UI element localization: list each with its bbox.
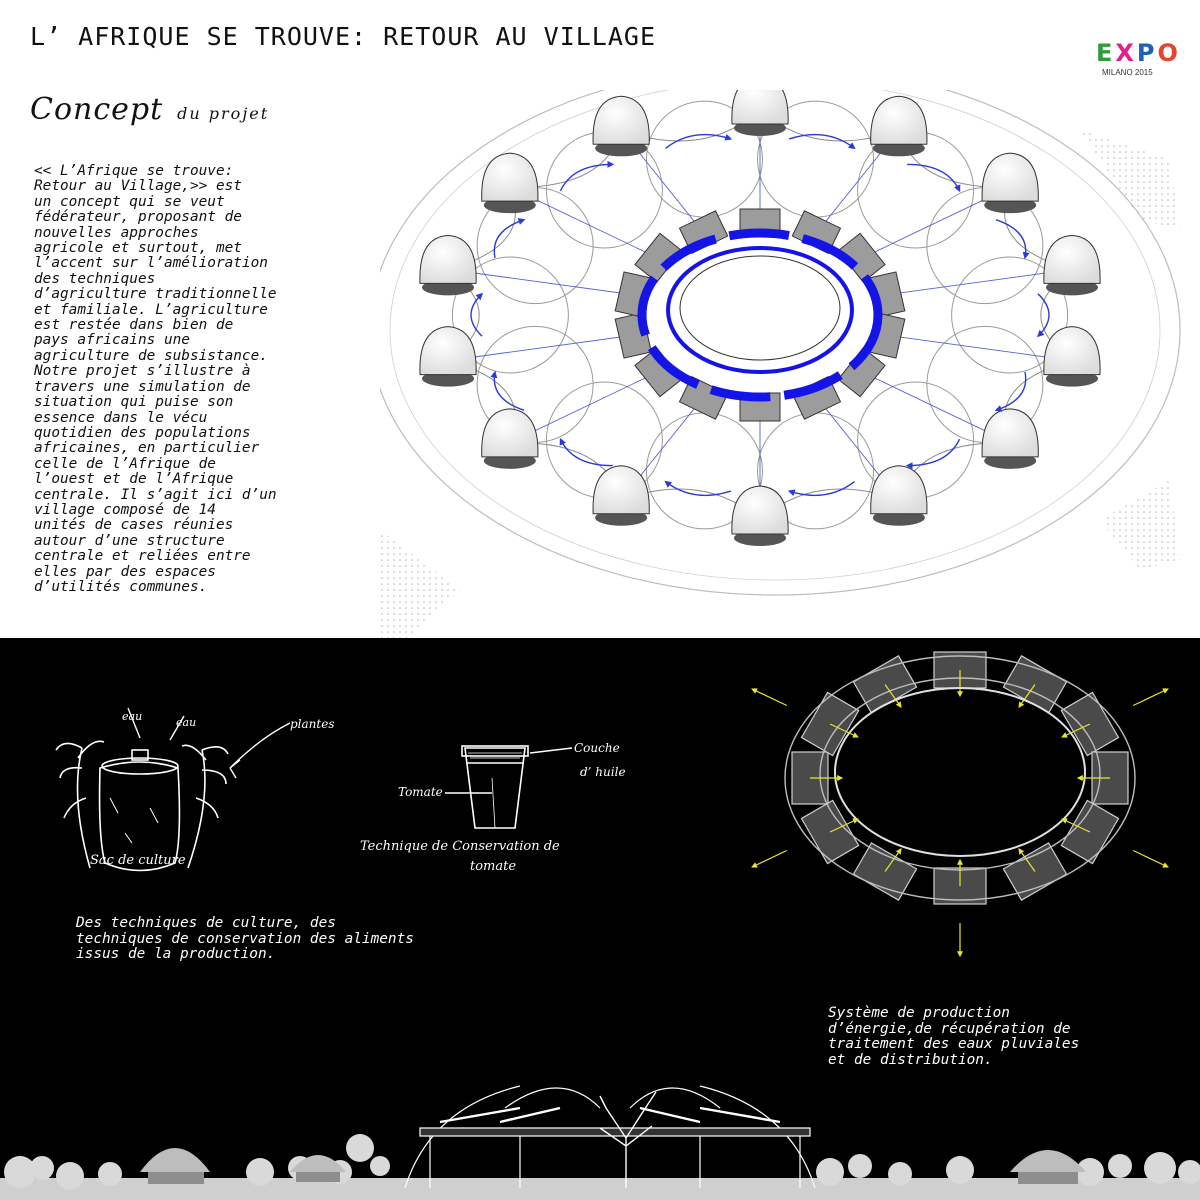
concept-line: pays africains une <box>34 332 190 349</box>
energy-line: Système de production <box>828 1005 1010 1021</box>
circulation-arrow <box>494 220 524 258</box>
techniques-description <box>76 916 414 963</box>
techniques-line: Des techniques de culture, des <box>76 915 336 931</box>
concept-line: un concept qui se veut <box>34 193 225 210</box>
concept-line: << L’Afrique se trouve: <box>34 163 234 179</box>
techniques-panel <box>0 638 1200 1200</box>
circulation-arrow <box>789 135 854 149</box>
hut-unit <box>420 327 476 387</box>
dotted-planting-zone <box>380 530 460 638</box>
concept-line: d’agriculture traditionnelle <box>34 286 277 303</box>
concept-line: travers une simulation de <box>34 378 251 395</box>
expo-letter-e: E <box>1096 39 1114 67</box>
concept-line: agriculture de subsistance. <box>34 347 268 364</box>
outflow-arrow <box>1133 851 1168 868</box>
radial-path <box>448 335 638 361</box>
concept-line: l’accent sur l’amélioration <box>34 255 268 272</box>
bag-label-water-1: eau <box>122 710 143 723</box>
concept-line: africaines, en particulier <box>34 440 260 457</box>
expo-letter-o: O <box>1157 39 1179 67</box>
hut-dome <box>871 96 927 144</box>
energy-system-plan <box>720 638 1200 978</box>
concept-line: Notre projet s’illustre à <box>34 363 251 380</box>
hut-dome <box>871 466 927 514</box>
hut-dome <box>420 327 476 375</box>
expo-logo-word <box>1096 40 1186 66</box>
concept-line: centrale. Il s’agit ici d’un <box>34 486 277 503</box>
radial-path <box>882 335 1072 361</box>
hut-dome <box>482 409 538 457</box>
concept-line: essence dans le vécu <box>34 409 208 426</box>
concept-line: agricole et surtout, met <box>34 240 242 257</box>
circulation-arrow <box>494 372 524 410</box>
hut-unit <box>420 235 476 295</box>
culture-bag-sketch <box>56 708 290 871</box>
hut-dome <box>1044 235 1100 283</box>
concept-line: celle de l’Afrique de <box>34 455 216 472</box>
concept-line: village composé de 14 <box>34 501 216 518</box>
bag-caption: Sac de culture <box>90 853 186 868</box>
dotted-planting-zone <box>1100 480 1180 570</box>
dotted-planting-zone <box>1080 130 1180 230</box>
circulation-arrow <box>471 294 482 336</box>
hut-unit <box>593 96 649 156</box>
page-title: L’ AFRIQUE SE TROUVE: RETOUR AU VILLAGE <box>30 22 656 51</box>
concept-line: d’utilités communes. <box>34 578 208 595</box>
energy-line: et de distribution. <box>828 1051 993 1068</box>
concept-heading-suffix: du projet <box>177 104 270 123</box>
hut-unit <box>1044 235 1100 295</box>
technique-sketches <box>0 638 700 888</box>
bag-label-water-2: eau <box>176 716 197 729</box>
hut-unit <box>482 409 538 469</box>
circulation-arrow <box>996 372 1026 410</box>
central-courtyard <box>680 256 840 360</box>
energy-line: d’énergie,de récupération de <box>828 1020 1071 1037</box>
circulation-arrow <box>665 135 730 149</box>
hut-dome <box>482 153 538 201</box>
village-plan-drawing <box>380 90 1200 638</box>
circulation-arrow <box>907 439 959 465</box>
hut-dome <box>593 96 649 144</box>
circulation-arrow <box>560 164 612 190</box>
circulation-arrow <box>1038 294 1049 336</box>
energy-courtyard <box>835 688 1085 856</box>
expo-letter-p: P <box>1136 39 1156 67</box>
hut-dome <box>732 486 788 534</box>
concept-line: l’ouest et de l’Afrique <box>34 471 234 488</box>
circulation-arrow <box>996 220 1026 258</box>
expo-milano-logo <box>1096 40 1186 86</box>
circulation-arrow <box>560 439 612 465</box>
circulation-arrow <box>907 164 959 190</box>
hut-dome <box>1044 327 1100 375</box>
concept-line: fédérateur, proposant de <box>34 209 242 226</box>
hut-dome <box>593 466 649 514</box>
concept-line: Retour au Village,>> est <box>34 178 242 195</box>
concept-line: unités de cases réunies <box>34 517 234 534</box>
hut-dome <box>982 153 1038 201</box>
hut-unit <box>482 153 538 213</box>
outflow-arrow <box>752 851 787 868</box>
concept-line: des techniques <box>34 270 156 287</box>
hut-unit <box>982 409 1038 469</box>
jar-label-oil-1: Couche <box>574 741 620 755</box>
bag-label-plants: plantes <box>290 717 335 731</box>
circulation-arrow <box>789 482 854 496</box>
tree-icon <box>600 1092 656 1188</box>
concept-line: et familiale. L’agriculture <box>34 301 268 318</box>
concept-line: centrale et reliées entre <box>34 548 251 565</box>
concept-line: situation qui puise son <box>34 394 234 411</box>
hut-unit <box>982 153 1038 213</box>
hut-dome <box>732 90 788 124</box>
hut-dome <box>420 235 476 283</box>
techniques-line: issus de la production. <box>76 946 276 963</box>
hut-dome <box>982 409 1038 457</box>
energy-roof-panel <box>1003 843 1066 900</box>
concept-line: autour d’une structure <box>34 532 225 549</box>
jar-label-tomato: Tomate <box>398 785 443 799</box>
village-section-elevation <box>0 1068 1200 1200</box>
expo-letter-x: X <box>1115 39 1135 67</box>
tomato-jar-sketch <box>445 746 572 828</box>
concept-line: elles par des espaces <box>34 563 216 580</box>
outflow-arrow <box>752 689 787 706</box>
concept-heading-main: Concept <box>30 92 164 127</box>
expo-logo-subtitle: MILANO 2015 <box>1102 68 1153 77</box>
concept-line: nouvelles approches <box>34 224 199 241</box>
hut-unit <box>732 486 788 546</box>
circulation-arrow <box>665 482 730 496</box>
central-structure-section <box>405 1086 815 1188</box>
energy-roof-panel <box>853 843 916 900</box>
concept-description <box>34 164 354 595</box>
hut-unit <box>1044 327 1100 387</box>
concept-line: quotidien des populations <box>34 424 251 441</box>
hut-unit <box>871 96 927 156</box>
concept-heading <box>30 92 269 127</box>
energy-description <box>828 1006 1079 1068</box>
jar-caption-1: Technique de Conservation de <box>360 839 560 854</box>
hut-unit <box>871 466 927 526</box>
central-structure <box>615 209 905 421</box>
jar-caption-2: tomate <box>470 859 517 874</box>
hut-unit <box>593 466 649 526</box>
hut-unit <box>732 90 788 136</box>
energy-line: traitement des eaux pluviales <box>828 1036 1080 1053</box>
techniques-line: techniques de conservation des aliments <box>76 930 414 947</box>
concept-line: est restée dans bien de <box>34 317 234 334</box>
jar-label-oil-2: d’ huile <box>580 765 626 779</box>
outflow-arrow <box>1133 689 1168 706</box>
